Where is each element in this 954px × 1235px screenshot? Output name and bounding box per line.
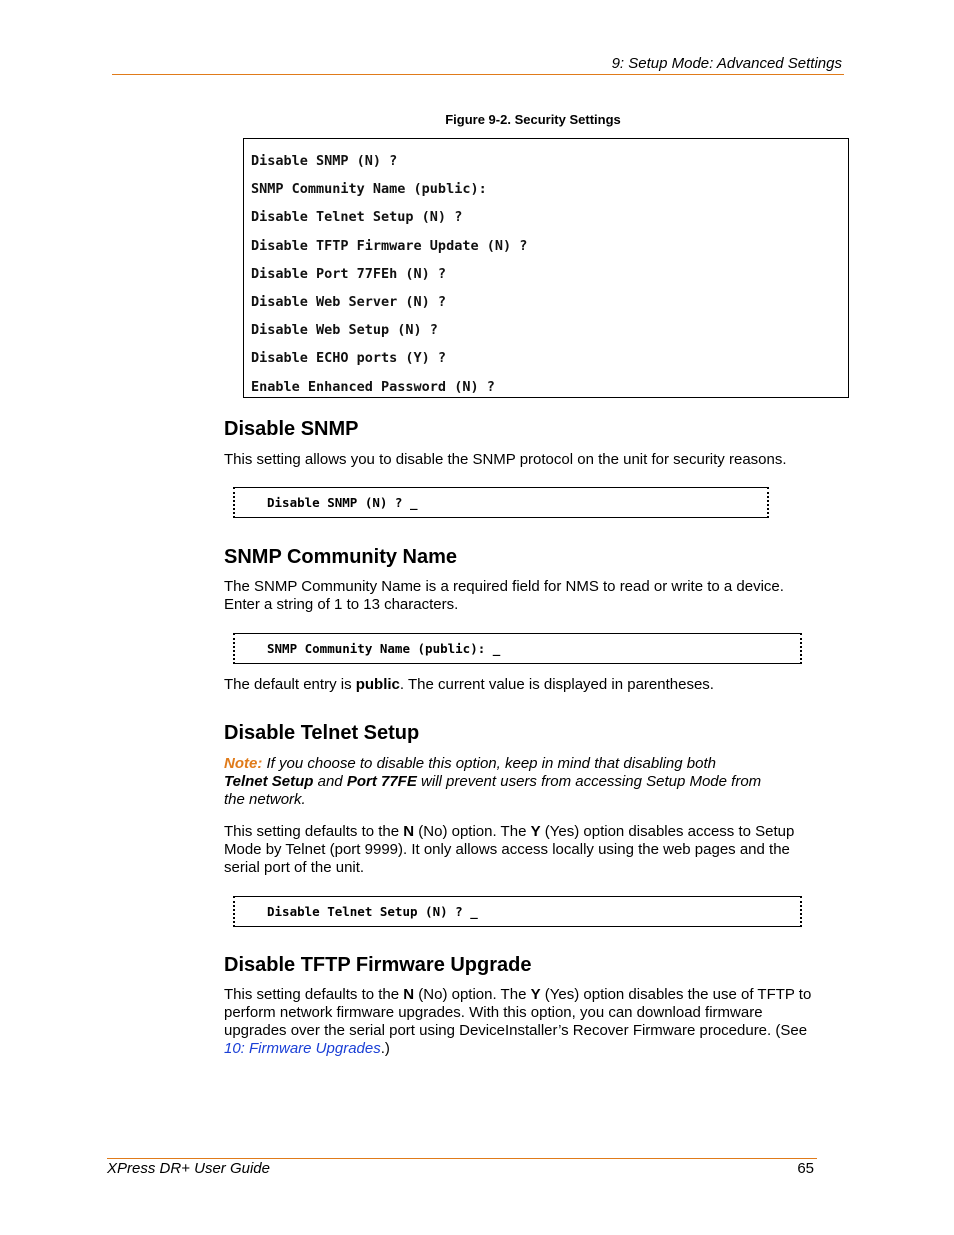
terminal-line: Disable Web Setup (N) ?: [251, 322, 438, 339]
note-term: Telnet Setup: [224, 773, 314, 790]
note-term: Port 77FE: [346, 773, 417, 790]
telnet-text: Mode by Telnet (port 9999). It only allows access locally using the web pages and the: [224, 841, 790, 858]
terminal-line: Disable Port 77FEh (N) ?: [251, 265, 447, 282]
figure-caption: Figure 9-2. Security Settings: [445, 112, 621, 127]
section-heading-disable-telnet: Disable Telnet Setup: [224, 722, 420, 744]
tftp-text: This setting defaults to the: [224, 986, 404, 1003]
telnet-code-box: Disable Telnet Setup (N) ? _: [233, 896, 802, 927]
page-number: 65: [797, 1160, 814, 1177]
footer-title: XPress DR+ User Guide: [107, 1160, 270, 1177]
note-label: Note:: [224, 755, 263, 772]
community-default-note: [224, 676, 844, 694]
telnet-text: (No) option. The: [414, 823, 531, 840]
option-n: N: [403, 823, 415, 840]
community-code-box: SNMP Community Name (public): _: [233, 633, 802, 664]
snmp-code-box: Disable SNMP (N) ? _: [233, 487, 769, 518]
option-y: Y: [530, 823, 541, 840]
community-text-line: Enter a string of 1 to 13 characters.: [224, 596, 459, 613]
terminal-line: SNMP Community Name (public):: [251, 181, 487, 198]
firmware-upgrades-link[interactable]: 10: Firmware Upgrades: [224, 1040, 381, 1057]
terminal-line: Disable Telnet Setup (N) ?: [251, 209, 463, 226]
option-n: N: [403, 986, 415, 1003]
note-text: If you choose to disable this option, keep in mind that disabling both: [262, 755, 716, 772]
tftp-text: (No) option. The: [414, 986, 531, 1003]
telnet-description: [224, 823, 844, 877]
telnet-text: serial port of the unit.: [224, 859, 365, 876]
running-header: 9: Setup Mode: Advanced Settings: [611, 55, 842, 72]
snmp-description: This setting allows you to disable the SNMP protocol on the unit for security reasons.: [224, 451, 787, 468]
terminal-line: Disable Web Server (N) ?: [251, 293, 447, 310]
telnet-text: (Yes) option disables access to Setup: [540, 823, 795, 840]
default-text: . The current value is displayed in parentheses.: [399, 676, 714, 693]
terminal-line: Disable SNMP (N) ?: [251, 153, 398, 169]
footer-rule: [107, 1158, 817, 1159]
telnet-text: This setting defaults to the: [224, 823, 404, 840]
default-value: public: [355, 676, 400, 693]
section-heading-snmp-community: SNMP Community Name: [224, 546, 458, 568]
note-text: and: [313, 773, 347, 790]
note-text: the network.: [224, 791, 306, 808]
terminal-line: Disable ECHO ports (Y) ?: [251, 350, 447, 367]
note-text: will prevent users from accessing Setup Mode from: [416, 773, 762, 790]
tftp-text: (Yes) option disables the use of TFTP to: [540, 986, 812, 1003]
tftp-text: upgrades over the serial port using DeviceInstaller’s Recover Firmware procedure. (See: [224, 1022, 808, 1039]
tftp-description: [224, 986, 844, 1058]
community-description: [224, 578, 844, 614]
section-heading-disable-snmp: Disable SNMP: [224, 418, 359, 440]
community-text-line: The SNMP Community Name is a required field for NMS to read or write to a device.: [224, 578, 784, 595]
header-rule: [112, 74, 844, 75]
tftp-text: perform network firmware upgrades. With this option, you can download firmware: [224, 1004, 763, 1021]
telnet-note: [224, 755, 844, 809]
section-heading-disable-tftp: Disable TFTP Firmware Upgrade: [224, 954, 532, 976]
terminal-line: Enable Enhanced Password (N) ?: [251, 378, 495, 395]
security-settings-terminal: [243, 138, 849, 398]
option-y: Y: [530, 986, 541, 1003]
terminal-line: Disable TFTP Firmware Update (N) ?: [251, 237, 528, 254]
default-text: The default entry is: [224, 676, 356, 693]
tftp-text: .): [380, 1040, 390, 1057]
